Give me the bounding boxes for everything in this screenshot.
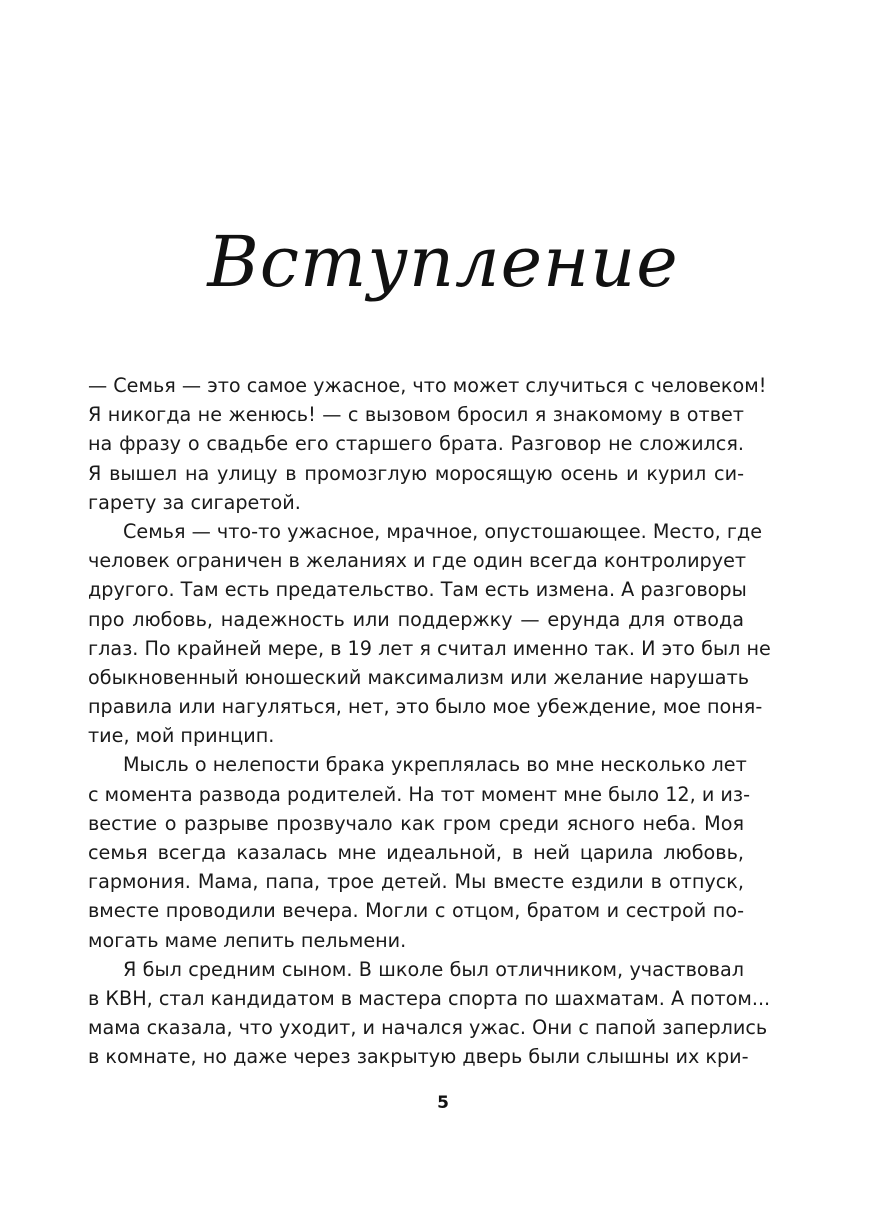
text-line: гармония. Мама, папа, трое детей. Мы вместе ездили в отпуск, [88, 870, 744, 894]
paragraph [88, 750, 750, 954]
text-line: обыкновенный юношеский максимализм или желание нарушать [88, 665, 750, 689]
text-line: про любовь, надежность или поддержку — ерунда для отвода [88, 607, 744, 631]
text-line: Я вышел на улицу в промозглую моросящую осень и курил си- [88, 461, 744, 485]
text-line: другого. Там есть предательство. Там есть измена. А разговоры [88, 578, 747, 602]
page-number: 5 [437, 1093, 449, 1113]
text-line: вместе проводили вечера. Могли с отцом, братом и сестрой по- [88, 899, 744, 923]
text-line: глаз. По крайней мере, в 19 лет я считал именно так. И это был не [88, 636, 771, 660]
text-line: — Семья — это самое ужасное, что может случиться с человеком! [88, 374, 767, 397]
paragraph [88, 371, 767, 517]
text-line: Семья — что-то ужасное, мрачное, опустошающее. Место, где [123, 519, 763, 543]
text-line: человек ограничен в желаниях и где один всегда контролирует [88, 549, 747, 573]
text-line: на фразу о свадьбе его старшего брата. Разговор не сложился. [88, 432, 744, 456]
text-line: мама сказала, что уходит, и начался ужас. Они с папой заперлись [88, 1016, 768, 1040]
text-line: Мысль о нелепости брака укреплялась во мне несколько лет [123, 753, 747, 777]
text-line: правила или нагуляться, нет, это было мое убеждение, мое поня- [88, 695, 763, 719]
body-text [88, 371, 771, 1072]
paragraph [88, 517, 771, 751]
text-line: тие, мой принцип. [88, 724, 275, 748]
text-line: Я был средним сыном. В школе был отличником, участвовал [123, 957, 744, 981]
text-line: могать маме лепить пельмени. [88, 928, 407, 952]
chapter-title: Вступление [207, 221, 679, 303]
text-line: вестие о разрыве прозвучало как гром среди ясного неба. Моя [88, 811, 744, 835]
text-line: с момента развода родителей. На тот момент мне было 12, и из- [88, 782, 750, 806]
text-line: Я никогда не женюсь! — с вызовом бросил я знакомому в ответ [88, 403, 744, 427]
text-line: гарету за сигаретой. [88, 490, 301, 514]
text-line: в КВН, стал кандидатом в мастера спорта по шахматам. А потом... [88, 986, 771, 1010]
text-line: в комнате, но даже через закрытую дверь были слышны их кри- [88, 1045, 749, 1069]
text-line: семья всегда казалась мне идеальной, в ней царила любовь, [88, 841, 744, 864]
paragraph [88, 955, 771, 1072]
